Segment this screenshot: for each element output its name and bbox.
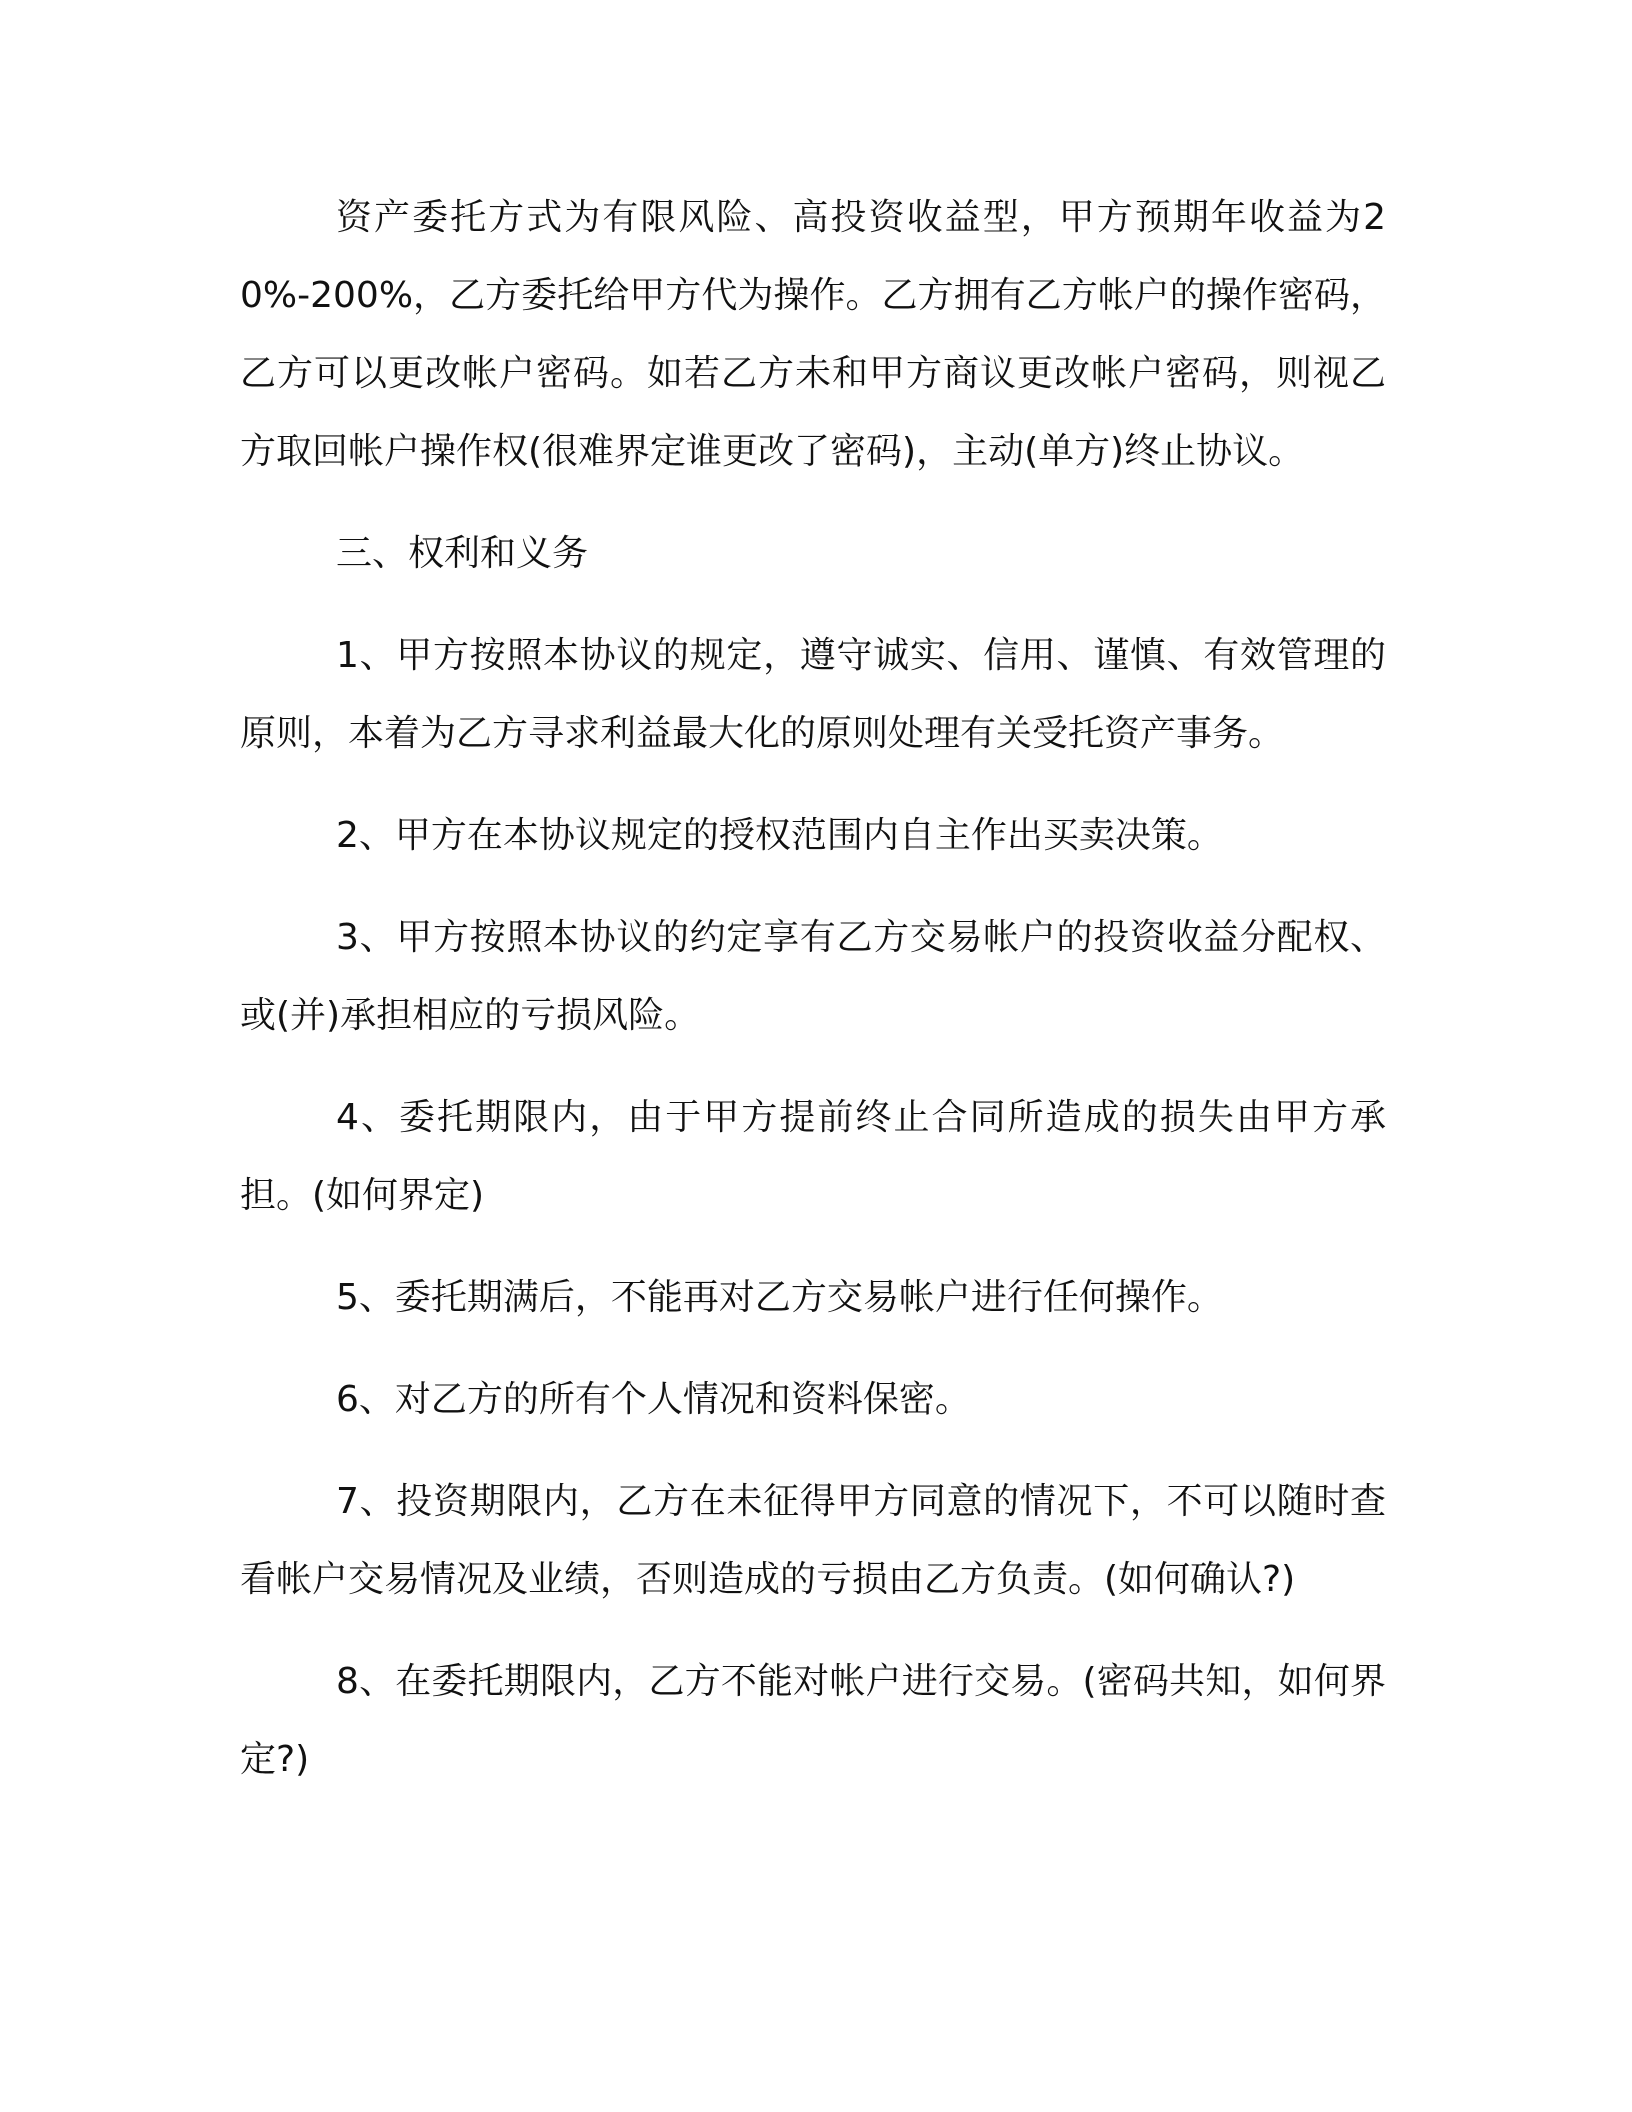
clause-item-1: 1、甲方按照本协议的规定，遵守诚实、信用、谨慎、有效管理的原则，本着为乙方寻求利益最大化的原则处理有关受托资产事务。	[240, 635, 1386, 754]
clause-item-8: 8、在委托期限内，乙方不能对帐户进行交易。(密码共知，如何界定?)	[240, 1661, 1386, 1780]
section-heading-rights-obligations: 三、权利和义务	[336, 533, 589, 574]
clause-item-6: 6、对乙方的所有个人情况和资料保密。	[336, 1379, 971, 1420]
document-body	[240, 179, 1386, 1823]
clause-item-3: 3、甲方按照本协议的约定享有乙方交易帐户的投资收益分配权、或(并)承担相应的亏损风险。	[240, 917, 1386, 1036]
clause-item-5: 5、委托期满后，不能再对乙方交易帐户进行任何操作。	[336, 1277, 1223, 1318]
clause-item-4: 4、委托期限内，由于甲方提前终止合同所造成的损失由甲方承担。(如何界定)	[240, 1097, 1386, 1216]
clause-item-2: 2、甲方在本协议规定的授权范围内自主作出买卖决策。	[336, 815, 1223, 856]
clause-item-7: 7、投资期限内，乙方在未征得甲方同意的情况下，不可以随时查看帐户交易情况及业绩，否则造成的亏损由乙方负责。(如何确认?)	[240, 1481, 1386, 1600]
paragraph-asset-entrustment: 资产委托方式为有限风险、高投资收益型，甲方预期年收益为20%-200%，乙方委托给甲方代为操作。乙方拥有乙方帐户的操作密码，乙方可以更改帐户密码。如若乙方未和甲方商议更改帐户密码，则视乙方取回帐户操作权(很难界定谁更改了密码)，主动(单方)终止协议。	[240, 197, 1386, 472]
